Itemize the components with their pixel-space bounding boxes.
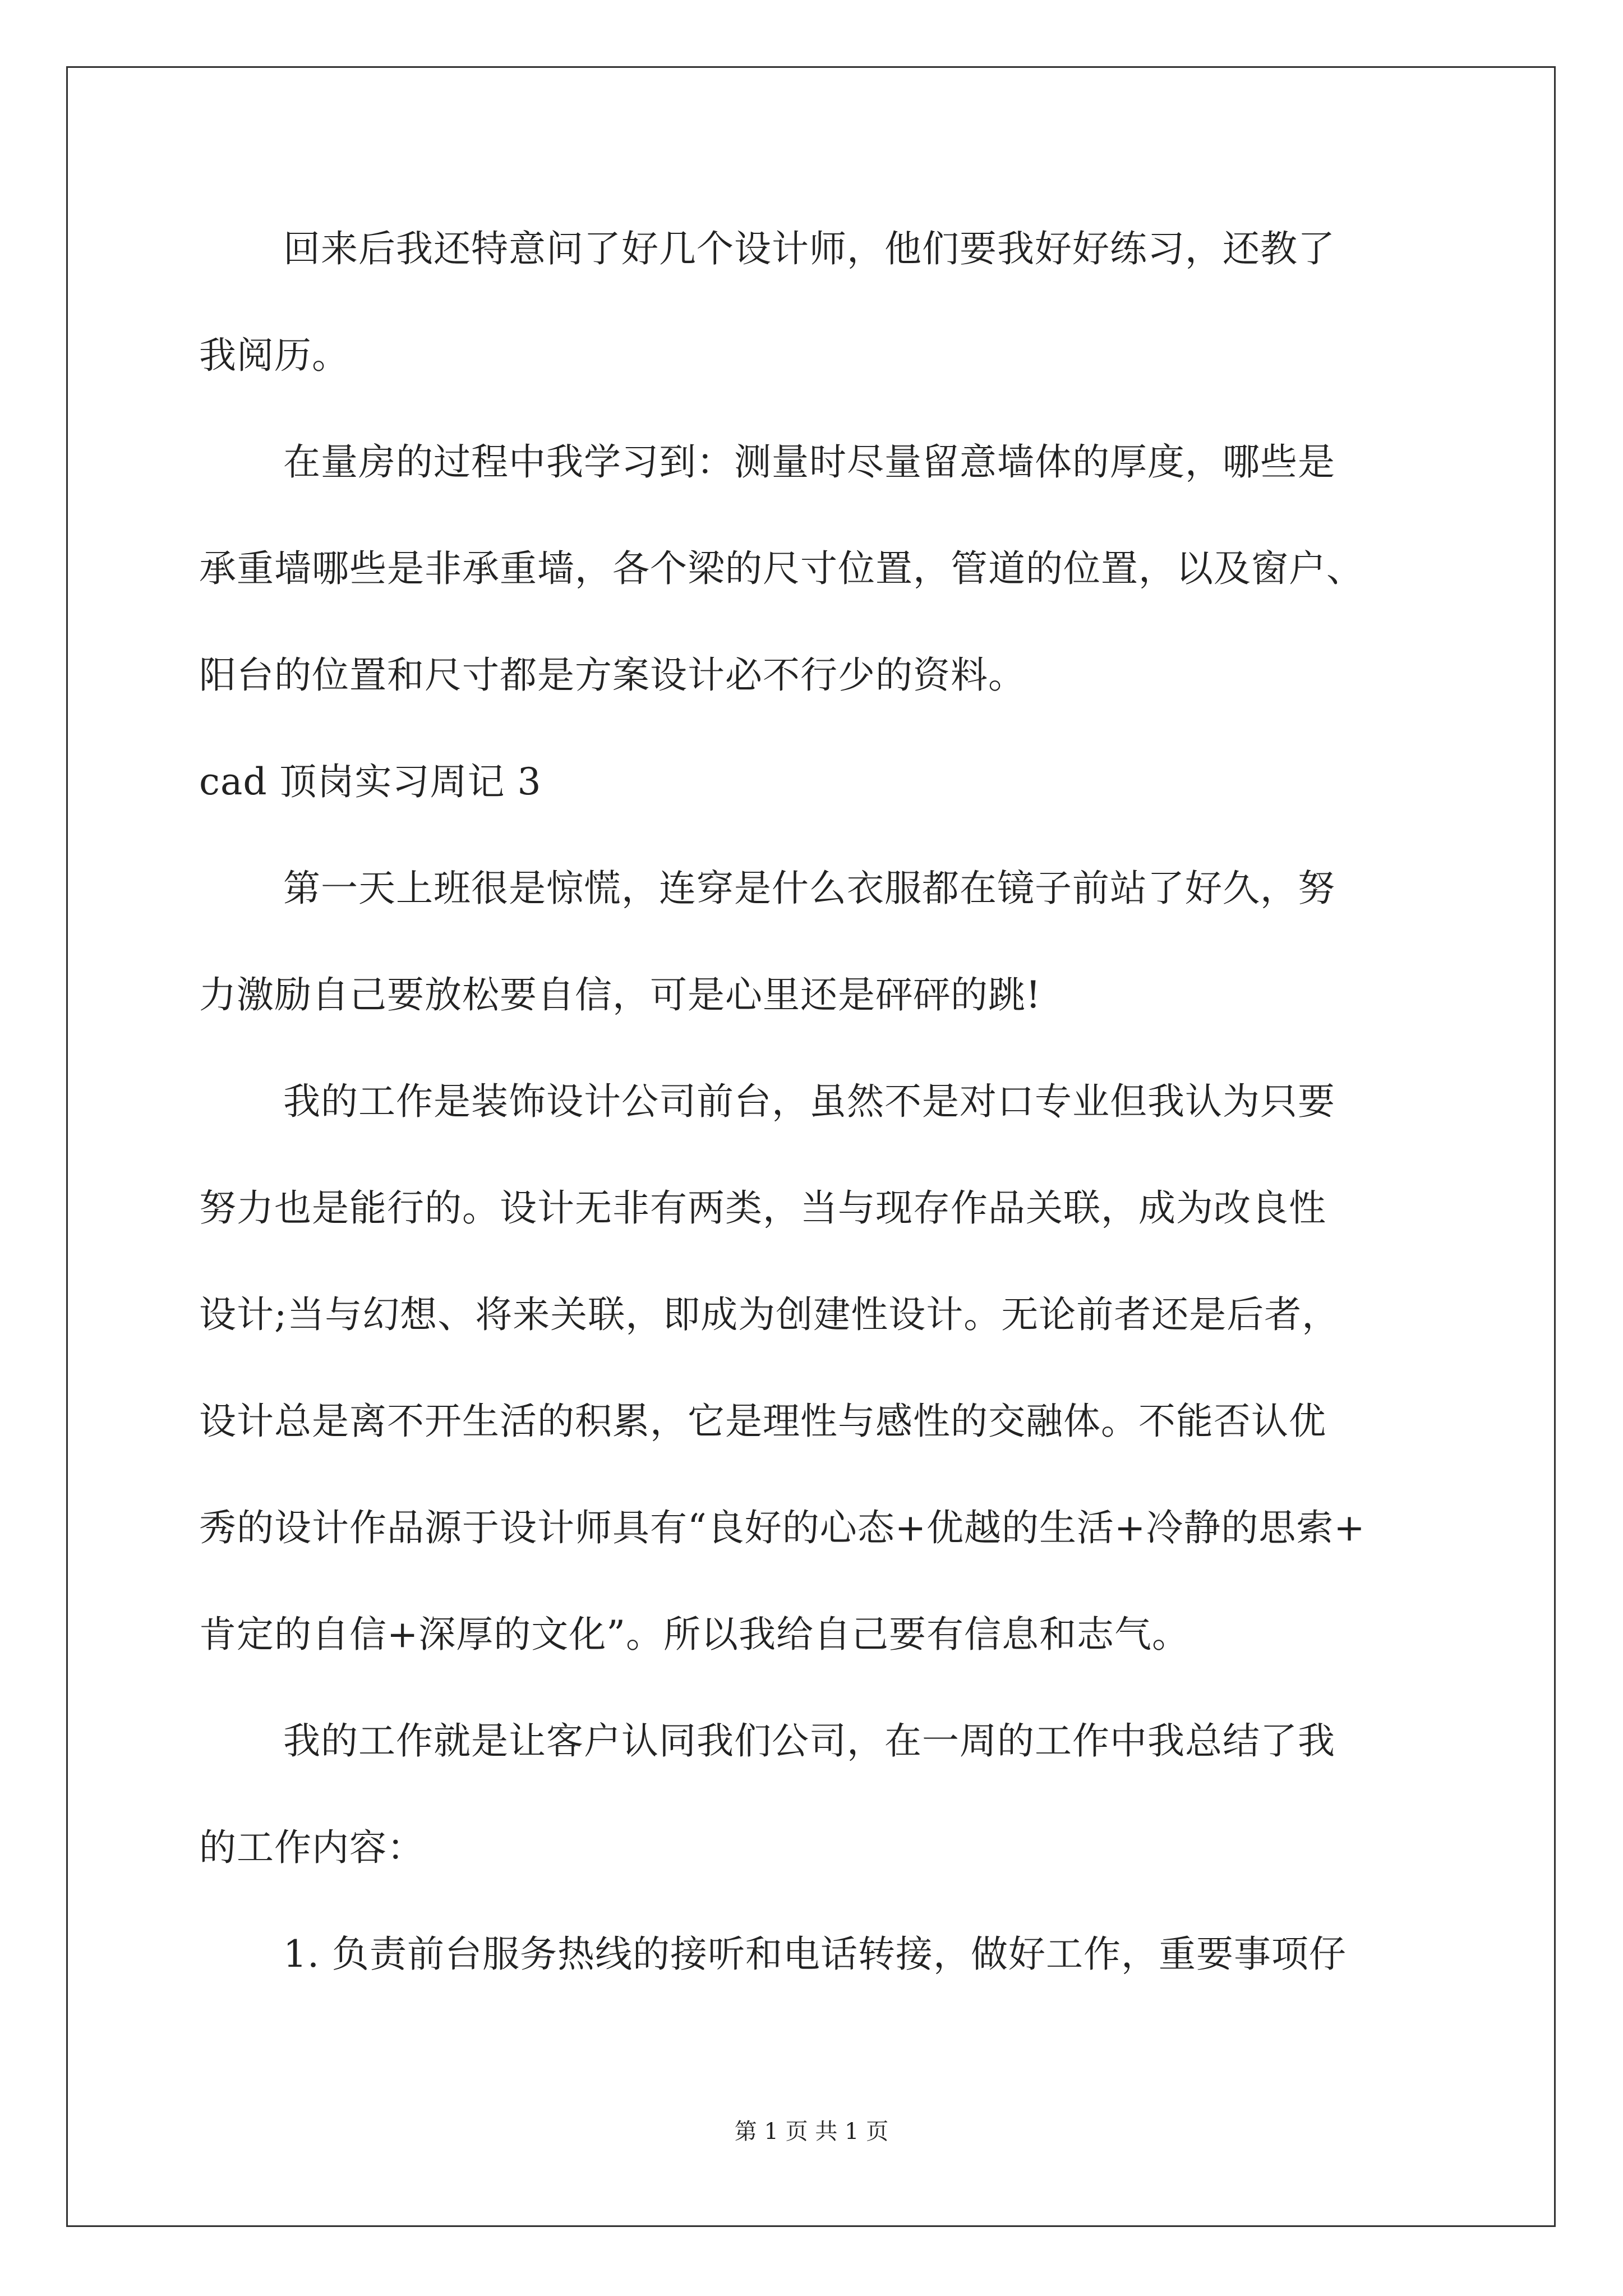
body-line-8: 力激励自己要放松要自信，可是心里还是砰砰的跳! bbox=[199, 973, 1041, 1016]
body-line-16: 的工作内容： bbox=[199, 1826, 425, 1869]
body-line-4: 承重墙哪些是非承重墙，各个梁的尺寸位置，管道的位置，以及窗户、 bbox=[199, 547, 1364, 590]
body-line-15: 我的工作就是让客户认同我们公司，在一周的工作中我总结了我 bbox=[283, 1719, 1335, 1763]
body-line-9: 我的工作是装饰设计公司前台，虽然不是对口专业但我认为只要 bbox=[283, 1080, 1335, 1123]
body-line-11: 设计;当与幻想、将来关联，即成为创建性设计。无论前者还是后者， bbox=[199, 1293, 1340, 1336]
page-border bbox=[66, 66, 1556, 2227]
page-footer: 第 1 页 共 1 页 bbox=[734, 2119, 889, 2145]
body-line-5: 阳台的位置和尺寸都是方案设计必不行少的资料。 bbox=[199, 654, 1026, 697]
body-line-17: 1. 负责前台服务热线的接听和电话转接，做好工作，重要事项仔 bbox=[283, 1932, 1347, 1976]
body-line-14: 肯定的自信+深厚的文化”。所以我给自己要有信息和志气。 bbox=[199, 1613, 1190, 1656]
body-line-1: 回来后我还特意问了好几个设计师，他们要我好好练习，还教了 bbox=[283, 227, 1335, 270]
body-line-3: 在量房的过程中我学习到：测量时尽量留意墙体的厚度，哪些是 bbox=[283, 440, 1335, 484]
body-line-7: 第一天上班很是惊慌，连穿是什么衣服都在镜子前站了好久，努 bbox=[283, 867, 1335, 910]
body-line-13: 秀的设计作品源于设计师具有“良好的心态+优越的生活+冷静的思索+ bbox=[199, 1506, 1366, 1549]
body-line-10: 努力也是能行的。设计无非有两类，当与现存作品关联，成为改良性 bbox=[199, 1186, 1326, 1230]
section-heading: cad 顶岗实习周记 3 bbox=[199, 760, 542, 803]
body-line-2: 我阅历。 bbox=[199, 334, 349, 377]
body-line-12: 设计总是离不开生活的积累，它是理性与感性的交融体。不能否认优 bbox=[199, 1400, 1326, 1443]
